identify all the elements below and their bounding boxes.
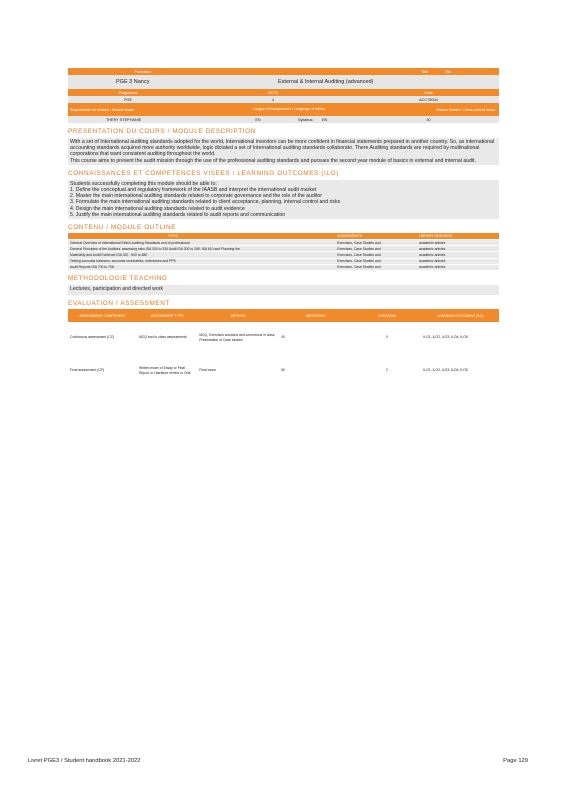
evaluation-title: EVALUATION / ASSESSMENT bbox=[68, 300, 170, 308]
presentation-text bbox=[68, 138, 499, 165]
assessment-table bbox=[68, 309, 499, 388]
outline-reading-cell: academic articles bbox=[417, 264, 499, 270]
syllabus-label: Syllabus: bbox=[298, 117, 314, 122]
title-label-1: Title bbox=[421, 69, 428, 74]
responsable-label: Responsable du module / Module leader bbox=[70, 107, 135, 112]
code-value: ACCT6004 bbox=[419, 97, 438, 102]
assessment-component-cell: Final assessment (CF) bbox=[68, 353, 137, 388]
outline-assign-cell: Exercises, Case Studies and bbox=[335, 240, 417, 246]
presentation-paragraph: This course aims to present the audit mission through the use of the professional auditing standards and pursues the second year module of basics in external and internal audit. bbox=[70, 157, 477, 164]
outline-topic-cell bbox=[68, 264, 335, 270]
assessment-ilo-header: LEARNING OUTCOMES (ILO) bbox=[421, 309, 499, 322]
outline-assign-cell: Exercises, Case Studies and bbox=[335, 252, 417, 258]
assessment-ilo-cell: ILO1, ILO2, ILO3, ILO4, ILO5 bbox=[421, 322, 499, 353]
outline-reading-cell: academic articles bbox=[417, 258, 499, 264]
assessment-duration-header: DURATION bbox=[352, 309, 421, 322]
assessment-type-cell: MCQ and in-class assessments bbox=[137, 322, 197, 353]
outline-reading-cell: academic articles bbox=[417, 240, 499, 246]
course-sheet bbox=[68, 68, 499, 388]
responsable-row bbox=[68, 116, 499, 123]
outline-topic-detail: Auditing Standards and of professional bbox=[131, 240, 190, 245]
methodology-title: METHODOLOGIE TEACHING bbox=[68, 275, 168, 283]
title-label-2: Title bbox=[444, 69, 452, 74]
learning-outcomes-line: 1. Define the conceptual and regulatory framework of the IAASB and interpret the international audit market bbox=[70, 187, 317, 194]
responsable-value: THERY STEPHANIE bbox=[106, 117, 142, 122]
hours-label: Volume horaire / Class contact hours bbox=[436, 107, 495, 112]
outline-topic-detail: ISA 320 - 500 to 580 bbox=[116, 252, 148, 257]
langue-label: Langue d'enseignement / Language of tuition bbox=[253, 107, 325, 112]
learning-outcomes-title: CONNAISSANCES ET COMPETENCES VISEES / LEARNING OUTCOMES (ILO) bbox=[68, 169, 339, 177]
outline-topic: General Overview of International Ethics bbox=[70, 240, 131, 245]
outline-reading-cell: academic articles bbox=[417, 246, 499, 252]
outline-topic-detail: receivables, inventories and PPE bbox=[126, 259, 176, 264]
assessment-method-header: METHOD bbox=[197, 309, 279, 322]
syllabus-value: EN bbox=[322, 117, 328, 122]
footer-handbook-label: Livret PGE3 / Student handbook 2021-2022 bbox=[28, 758, 141, 764]
programme-value: PGE bbox=[123, 97, 133, 102]
assessment-duration-cell: 0 bbox=[352, 322, 421, 353]
learning-outcomes-line: Students successfully completing this module should be able to: bbox=[70, 180, 217, 187]
presentation-paragraph: With a set of International auditing standards adopted for the world, International investors can be more confident in financial statements prepared in another country. So, as international accounting standards acquired more authority worldwide, logic dictated a set of International auditing standards collaborato. There Auditing standards are required by multinational corporations that want consistent auditing throughout the world. bbox=[70, 139, 495, 158]
outline-reading-cell: academic articles bbox=[417, 252, 499, 258]
outline-topic-detail: ISA 700 to 706 bbox=[91, 265, 114, 270]
hours-value: 30 bbox=[426, 117, 431, 122]
course-title: External & Internal Auditing (advanced) bbox=[278, 79, 374, 85]
assessment-type-cell: Written exam of Essay or Final Report or Literature review or Oral bbox=[137, 353, 197, 388]
outline-readings-header: LIBRARY READINGS bbox=[417, 233, 499, 240]
learning-outcomes-text bbox=[68, 180, 499, 219]
outline-topic: Materiality and Audit Evidence bbox=[70, 252, 116, 257]
outline-topic-detail: Audit ISA 200 to 265, ISA 610 and Planning the bbox=[168, 246, 240, 251]
assessment-component-header: ASSESSMENT COMPONENT bbox=[68, 309, 137, 322]
assessment-header-row bbox=[68, 309, 499, 322]
assessment-ilo-cell: ILO1, ILO2, ILO3, ILO4, ILO5 bbox=[421, 353, 499, 388]
header-band-2 bbox=[68, 89, 499, 96]
programme-values-row bbox=[68, 96, 499, 103]
table-row bbox=[68, 264, 499, 270]
program-name: PGE 3 Nancy bbox=[116, 79, 150, 85]
learning-outcomes-line: 4. Design the main international auditing standards related to audit evidence bbox=[70, 205, 245, 212]
learning-outcomes-line: 5. Justify the main international auditing standards related to audit reports and communication bbox=[70, 211, 286, 218]
ects-value: 4 bbox=[271, 97, 275, 102]
assessment-component-cell: Continuous assessment (CC) bbox=[68, 322, 137, 353]
assessment-duration-cell: 2 bbox=[352, 353, 421, 388]
outline-assign-cell: Exercises, Case Studies and bbox=[335, 264, 417, 270]
learning-outcomes-line: 3. Formulate the main international auditing standards related to client acceptance, planning, internal control and risks bbox=[70, 199, 341, 206]
code-label: Code bbox=[424, 90, 433, 95]
outline-topic: Audit Reports bbox=[70, 265, 91, 270]
formation-label: Formation bbox=[134, 69, 152, 74]
assessment-weighting-header: WEIGHTING bbox=[279, 309, 352, 322]
assessment-weighting-cell: 60 bbox=[279, 353, 352, 388]
table-row bbox=[68, 322, 499, 353]
presentation-title: PRESENTATION DU COURS / MODULE DESCRIPTION bbox=[68, 128, 256, 135]
outline-topic: General Principles of the Auditors' assessing risks ISA 300 to 330 bbox=[70, 246, 169, 251]
ects-label: ECTS bbox=[268, 90, 278, 95]
assessment-weighting-cell: 40 bbox=[279, 322, 352, 353]
program-row bbox=[68, 75, 499, 89]
langue-value: EN bbox=[255, 117, 261, 122]
page-footer bbox=[28, 758, 528, 764]
learning-outcomes-line: 2. Master the main international auditing standards related to corporate governance and the role of the auditor bbox=[70, 193, 323, 200]
outline-assignments-header: ASSIGNMENTS bbox=[335, 233, 417, 240]
module-outline-table bbox=[68, 233, 499, 270]
outline-topic-header: TOPIC bbox=[68, 233, 335, 240]
header-band-1 bbox=[68, 68, 499, 75]
assessment-type-header: ASSESSMENT TYPE bbox=[137, 309, 197, 322]
page-number: Page 129 bbox=[503, 758, 528, 764]
table-row bbox=[68, 353, 499, 388]
module-outline-title: CONTENU / MODULE OUTLINE bbox=[68, 224, 177, 232]
assessment-method-cell: Final exam bbox=[197, 353, 279, 388]
outline-assign-cell: Exercises, Case Studies and bbox=[335, 258, 417, 264]
header-band-3 bbox=[68, 103, 499, 116]
outline-assign-cell: Exercises, Case Studies and bbox=[335, 246, 417, 252]
methodology-text: Lectures, participation and directed work bbox=[68, 285, 499, 295]
programme-label: Programme bbox=[118, 90, 138, 95]
assessment-method-cell: MCQ, Exercises solutions and corrections in class, Presentation of Case studies bbox=[197, 322, 279, 353]
outline-topic: Testing accounts balances: accounts bbox=[70, 259, 126, 264]
